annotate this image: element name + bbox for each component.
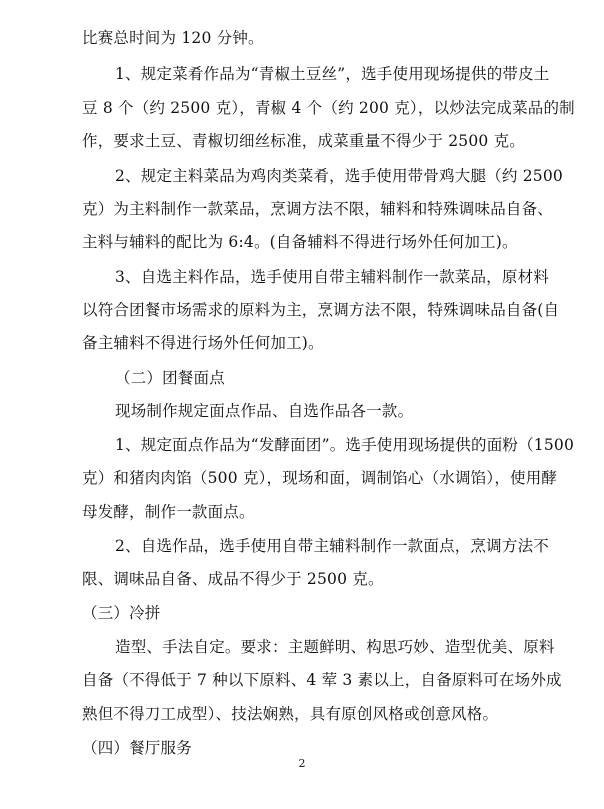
text-line: 豆 8 个（约 2500 克），青椒 4 个（约 200 克），以炒法完成菜品的制: [82, 99, 575, 117]
text-line: 作，要求土豆、青椒切细丝标准，成菜重量不得少于 2500 克。: [82, 132, 526, 150]
text-line: 3、自选主料作品，选手使用自带主辅料制作一款菜品，原材料: [115, 268, 549, 286]
text-line: 母发酵，制作一款面点。: [82, 503, 255, 521]
text-line: 自备（不得低于 7 种以下原料、4 荤 3 素以上，自备原料可在场外成: [82, 671, 562, 689]
text-line: 克）和猪肉肉馅（500 克），现场和面，调制馅心（水调馅），使用酵: [82, 469, 558, 487]
section-heading: （二）团餐面点: [115, 369, 225, 387]
section-heading: （三）冷拼: [82, 604, 161, 622]
text-line: 造型、手法自定。要求：主题鲜明、构思巧妙、造型优美、原料: [115, 638, 555, 656]
text-line: 2、规定主料菜品为鸡肉类菜肴，选手使用带骨鸡大腿（约 2500: [115, 167, 563, 185]
text-line: 比赛总时间为 120 分钟。: [82, 29, 264, 47]
text-line: 备主辅料不得进行场外任何加工)。: [82, 334, 324, 352]
text-line: 1、规定面点作品为“发酵面团”。选手使用现场提供的面粉（1500: [115, 436, 575, 454]
text-line: 2、自选作品，选手使用自带主辅料制作一款面点，烹调方法不: [115, 537, 549, 555]
text-line: 限、调味品自备、成品不得少于 2500 克。: [82, 570, 384, 588]
text-line: 熟但不得刀工成型）、技法娴熟，具有原创风格或创意风格。: [82, 705, 499, 723]
text-line: 以符合团餐市场需求的原料为主，烹调方法不限，特殊调味品自备(自: [82, 301, 560, 319]
text-line: 主料与辅料的配比为 6:4。(自备辅料不得进行场外任何加工)。: [82, 233, 518, 251]
page-number: 2: [298, 757, 306, 770]
text-line: 克）为主料制作一款菜品，烹调方法不限，辅料和特殊调味品自备、: [82, 200, 554, 218]
text-line: 现场制作规定面点作品、自选作品各一款。: [115, 402, 414, 420]
section-heading: （四）餐厅服务: [82, 739, 192, 757]
text-line: 1、规定菜肴作品为“青椒土豆丝”，选手使用现场提供的带皮土: [115, 65, 550, 83]
